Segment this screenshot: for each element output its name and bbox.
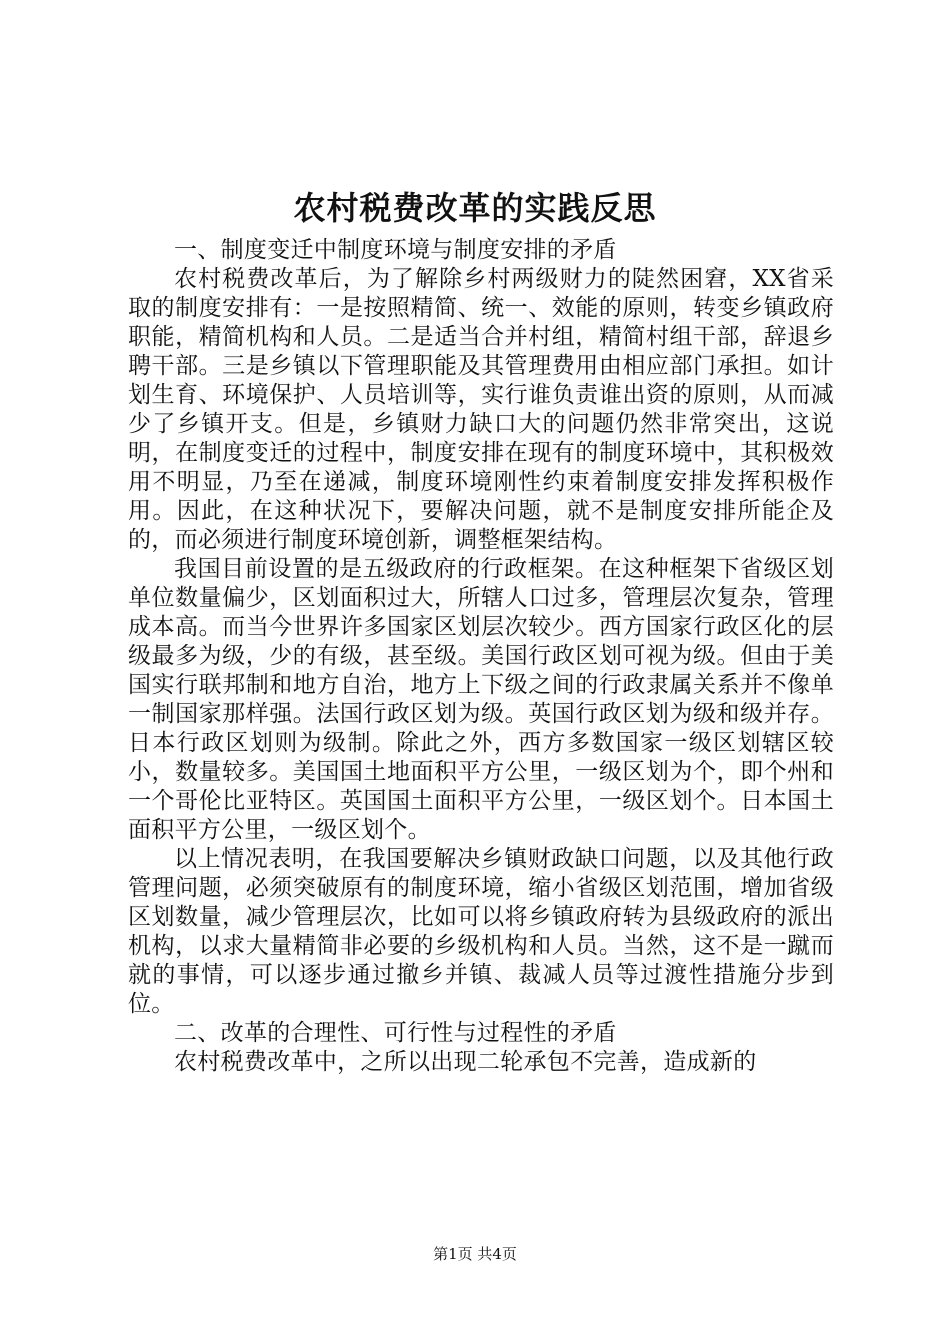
document-title: 农村税费改革的实践反思 bbox=[293, 189, 657, 227]
document-body bbox=[128, 236, 834, 1077]
paragraph-2: 我国目前设置的是五级政府的行政框架。在这种框架下省级区划单位数量偏少，区划面积过大，所辖人口过多，管理层次复杂，管理成本高。而当今世界许多国家区划层次较少。西方国家行政区化的层级最多为级，少的有级，甚至级。美国行政区划可视为级。但由于美国实行联邦制和地方自治，地方上下级之间的行政隶属关系并不像单一制国家那样强。法国行政区划为级。英国行政区划为级和级并存。日本行政区划则为级制。除此之外，西方多数国家一级区划辖区较小，数量较多。美国国土地面积平方公里，一级区划为个，即个州和一个哥伦比亚特区。英国国土面积平方公里，一级区划个。日本国土面积平方公里，一级区划个。 bbox=[128, 556, 834, 843]
section-heading-1: 一、制度变迁中制度环境与制度安排的矛盾 bbox=[174, 237, 617, 263]
paragraph-3: 以上情况表明，在我国要解决乡镇财政缺口问题，以及其他行政管理问题，必须突破原有的制度环境，缩小省级区划范围，增加省级区划数量，减少管理层次，比如可以将乡镇政府转为县级政府的派出机构，以求大量精简非必要的乡级机构和人员。当然，这不是一蹴而就的事情，可以逐步通过撤乡并镇、裁减人员等过渡性措施分步到位。 bbox=[128, 846, 834, 1017]
page-number-footer: 第1页 共4页 bbox=[433, 1245, 517, 1263]
paragraph-1: 农村税费改革后，为了解除乡村两级财力的陡然困窘，XX省采取的制度安排有：一是按照精简、统一、效能的原则，转变乡镇政府职能，精简机构和人员。二是适当合并村组，精简村组干部，辞退乡聘干部。三是乡镇以下管理职能及其管理费用由相应部门承担。如计划生育、环境保护、人员培训等，实行谁负责谁出资的原则，从而减少了乡镇开支。但是，乡镇财力缺口大的问题仍然非常突出，这说明，在制度变迁的过程中，制度安排在现有的制度环境中，其积极效用不明显，乃至在递减，制度环境刚性约束着制度安排发挥积极作用。因此，在这种状况下，要解决问题，就不是制度安排所能企及的，而必须进行制度环境创新，调整框架结构。 bbox=[128, 266, 834, 553]
section-heading-2: 二、改革的合理性、可行性与过程性的矛盾 bbox=[174, 1020, 617, 1046]
paragraph-4: 农村税费改革中，之所以出现二轮承包不完善，造成新的 bbox=[174, 1049, 757, 1075]
